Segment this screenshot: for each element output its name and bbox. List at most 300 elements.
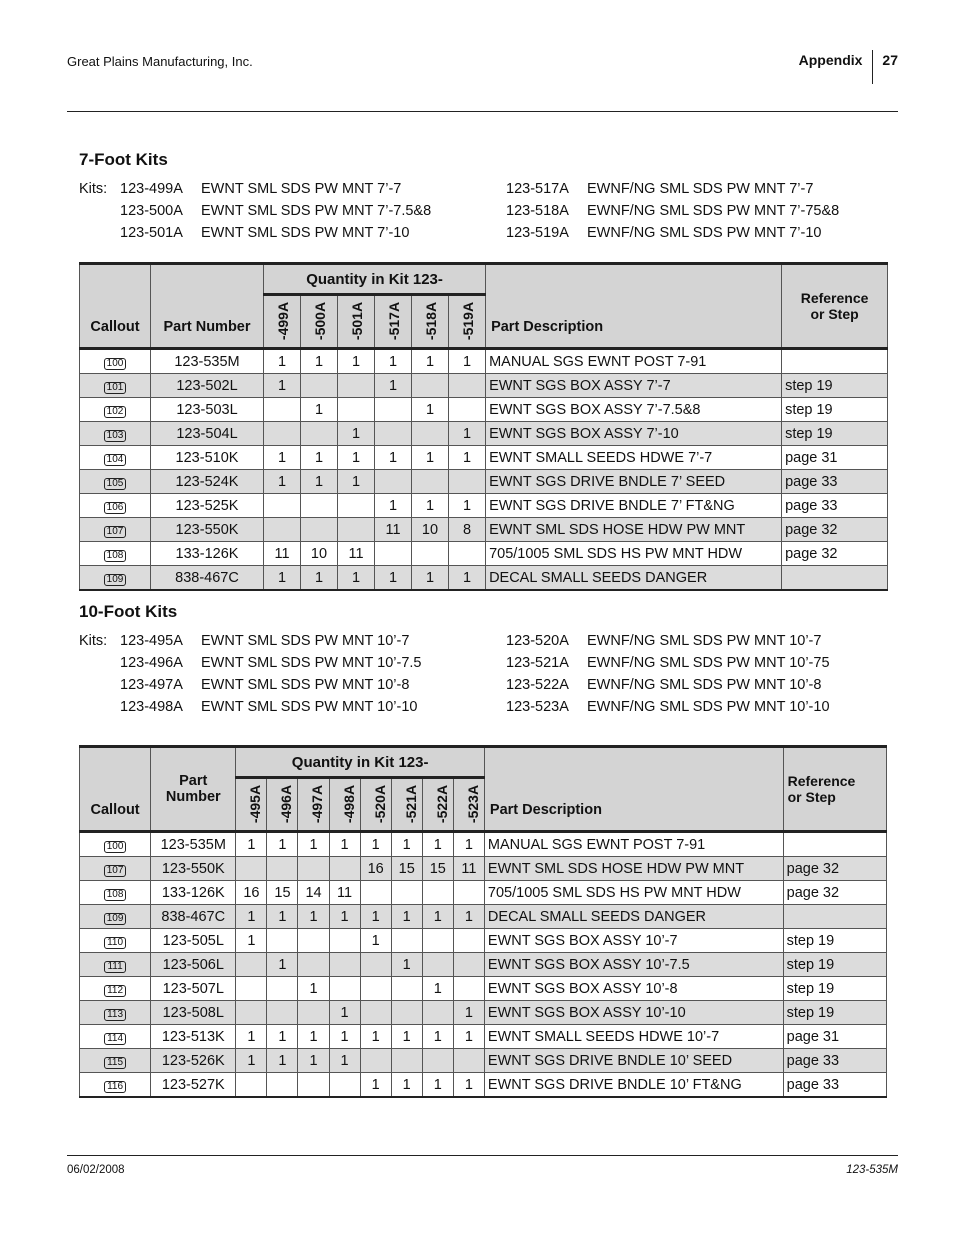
quantity-cell: 1: [236, 1049, 267, 1073]
col-header-kit: [375, 295, 412, 349]
kit-column-label: -523A: [464, 784, 481, 824]
callout-cell: [80, 566, 151, 591]
col-header-kit: [422, 778, 453, 832]
quantity-cell: 1: [236, 905, 267, 929]
callout-cell: [80, 857, 151, 881]
callout-number: 106: [104, 502, 127, 514]
kits-label: [79, 652, 120, 674]
footer-date: 06/02/2008: [67, 1164, 125, 1176]
kit-column-label: -497A: [309, 784, 326, 824]
quantity-cell: [375, 422, 412, 446]
kit-part-number: 123-499A: [120, 181, 183, 197]
company-name: Great Plains Manufacturing, Inc.: [67, 54, 253, 69]
footer-rule: [67, 1155, 898, 1156]
quantity-cell: 11: [264, 542, 301, 566]
part-number-cell: 123-505L: [151, 929, 236, 953]
reference-cell: step 19: [783, 953, 886, 977]
description-cell: DECAL SMALL SEEDS DANGER: [484, 905, 783, 929]
quantity-cell: [236, 977, 267, 1001]
part-label-line1: Part: [179, 773, 208, 789]
callout-cell: [80, 953, 151, 977]
kit-description: EWNT SML SDS PW MNT 10’-7: [201, 633, 410, 649]
quantity-cell: 1: [298, 977, 329, 1001]
quantity-cell: [453, 881, 484, 905]
quantity-cell: 1: [360, 905, 391, 929]
quantity-cell: 1: [412, 566, 449, 591]
quantity-cell: [267, 977, 298, 1001]
description-cell: EWNT SGS BOX ASSY 7’-10: [486, 422, 782, 446]
quantity-cell: 1: [391, 1025, 422, 1049]
quantity-cell: [375, 542, 412, 566]
description-cell: 705/1005 SML SDS HS PW MNT HDW: [484, 881, 783, 905]
kit-part-number: 123-520A: [506, 633, 569, 649]
quantity-cell: [267, 929, 298, 953]
col-header-kit: [236, 778, 267, 832]
quantity-cell: [391, 977, 422, 1001]
col-header-kit: [264, 295, 301, 349]
reference-cell: page 32: [782, 518, 888, 542]
quantity-cell: 1: [412, 446, 449, 470]
quantity-cell: [449, 398, 486, 422]
quantity-cell: 1: [422, 832, 453, 857]
table-row: [80, 349, 888, 374]
table-row: [80, 1073, 887, 1098]
footer-doc-number: 123-535M: [846, 1164, 898, 1176]
quantity-cell: [391, 881, 422, 905]
callout-number: 110: [104, 937, 126, 949]
quantity-cell: 1: [301, 566, 338, 591]
reference-cell: page 33: [783, 1049, 886, 1073]
description-cell: EWNT SGS BOX ASSY 7’-7: [486, 374, 782, 398]
col-header-description: Part Description: [486, 264, 782, 349]
kit-column-label: -495A: [247, 784, 264, 824]
quantity-cell: 1: [301, 398, 338, 422]
callout-cell: [80, 349, 151, 374]
quantity-cell: 16: [236, 881, 267, 905]
col-header-callout: Callout: [80, 747, 151, 832]
quantity-cell: [338, 518, 375, 542]
col-header-part-number: Part Number: [151, 264, 264, 349]
table-row: [80, 1001, 887, 1025]
part-number-cell: 123-510K: [151, 446, 264, 470]
quantity-cell: [391, 1001, 422, 1025]
col-header-kit: [267, 778, 298, 832]
quantity-cell: [422, 1049, 453, 1073]
quantity-cell: [329, 953, 360, 977]
reference-cell: [783, 905, 886, 929]
callout-number: 111: [104, 961, 125, 973]
quantity-cell: [360, 1001, 391, 1025]
part-number-cell: 123-526K: [151, 1049, 236, 1073]
reference-cell: page 32: [783, 881, 886, 905]
quantity-cell: 1: [449, 446, 486, 470]
kit-description: EWNF/NG SML SDS PW MNT 10’-8: [587, 677, 822, 693]
quantity-cell: 11: [453, 857, 484, 881]
quantity-cell: [236, 953, 267, 977]
quantity-cell: [301, 494, 338, 518]
quantity-cell: 1: [338, 566, 375, 591]
table-row: [80, 518, 888, 542]
kit-description: EWNT SML SDS PW MNT 7’-10: [201, 225, 410, 241]
description-cell: EWNT SGS BOX ASSY 10’-7.5: [484, 953, 783, 977]
description-cell: EWNT SGS DRIVE BNDLE 7’ SEED: [486, 470, 782, 494]
col-header-kit: [329, 778, 360, 832]
quantity-cell: 11: [375, 518, 412, 542]
quantity-cell: [298, 1073, 329, 1098]
quantity-cell: [412, 542, 449, 566]
quantity-cell: 1: [422, 1025, 453, 1049]
page-header-right: [799, 52, 898, 84]
col-header-callout: Callout: [80, 264, 151, 349]
quantity-cell: 1: [329, 1049, 360, 1073]
quantity-cell: [391, 1049, 422, 1073]
kit-row: [79, 696, 830, 718]
quantity-cell: [264, 422, 301, 446]
reference-cell: page 33: [782, 494, 888, 518]
callout-number: 107: [104, 865, 127, 877]
callout-cell: [80, 1049, 151, 1073]
parts-table-10ft: [79, 745, 887, 1098]
quantity-cell: [301, 374, 338, 398]
kit-row: [79, 178, 839, 200]
quantity-cell: 1: [453, 1073, 484, 1098]
quantity-cell: 1: [412, 398, 449, 422]
kits-label: [79, 696, 120, 718]
reference-cell: page 33: [783, 1073, 886, 1098]
quantity-cell: 1: [360, 832, 391, 857]
quantity-cell: [236, 857, 267, 881]
kits-label: [79, 222, 120, 244]
quantity-cell: 1: [264, 374, 301, 398]
quantity-cell: 1: [236, 1025, 267, 1049]
quantity-cell: 1: [329, 1001, 360, 1025]
callout-number: 113: [104, 1009, 126, 1021]
quantity-cell: 15: [267, 881, 298, 905]
callout-number: 114: [104, 1033, 126, 1045]
col-header-kit: [449, 295, 486, 349]
quantity-cell: 10: [412, 518, 449, 542]
part-number-cell: 838-467C: [151, 905, 236, 929]
quantity-cell: [449, 470, 486, 494]
quantity-cell: 1: [449, 422, 486, 446]
quantity-cell: [453, 929, 484, 953]
quantity-cell: [301, 518, 338, 542]
quantity-cell: 1: [329, 832, 360, 857]
kits-label: [79, 200, 120, 222]
kit-column-label: -496A: [278, 784, 295, 824]
quantity-cell: [236, 1073, 267, 1098]
quantity-cell: 1: [422, 977, 453, 1001]
col-header-reference: [782, 264, 888, 349]
part-number-cell: 838-467C: [151, 566, 264, 591]
callout-number: 116: [104, 1081, 126, 1093]
callout-number: 109: [104, 574, 127, 586]
quantity-cell: 15: [391, 857, 422, 881]
quantity-cell: 1: [391, 953, 422, 977]
reference-cell: step 19: [782, 398, 888, 422]
part-number-cell: 123-550K: [151, 857, 236, 881]
quantity-cell: 1: [329, 905, 360, 929]
kit-column-label: -522A: [433, 784, 450, 824]
callout-cell: [80, 977, 151, 1001]
table-row: [80, 832, 887, 857]
callout-cell: [80, 542, 151, 566]
quantity-cell: 1: [267, 1025, 298, 1049]
description-cell: EWNT SMALL SEEDS HDWE 7’-7: [486, 446, 782, 470]
part-number-cell: 123-503L: [151, 398, 264, 422]
kit-description: EWNT SML SDS PW MNT 10’-8: [201, 677, 410, 693]
reference-cell: page 32: [782, 542, 888, 566]
callout-cell: [80, 905, 151, 929]
kit-list-10ft: [79, 630, 830, 718]
description-cell: EWNT SGS BOX ASSY 10’-7: [484, 929, 783, 953]
quantity-cell: [453, 953, 484, 977]
col-header-description: Part Description: [484, 747, 783, 832]
kit-description: EWNT SML SDS PW MNT 7’-7: [201, 181, 402, 197]
quantity-cell: [449, 374, 486, 398]
col-header-kit: [412, 295, 449, 349]
quantity-cell: [298, 929, 329, 953]
callout-cell: [80, 374, 151, 398]
quantity-cell: 1: [360, 929, 391, 953]
kit-row: [79, 674, 830, 696]
col-header-kit: [301, 295, 338, 349]
table-row: [80, 953, 887, 977]
quantity-cell: 1: [298, 1049, 329, 1073]
reference-cell: step 19: [783, 1001, 886, 1025]
quantity-cell: [412, 422, 449, 446]
part-number-cell: 123-508L: [151, 1001, 236, 1025]
quantity-cell: 1: [267, 832, 298, 857]
callout-number: 100: [104, 358, 127, 370]
kit-row: [79, 630, 830, 652]
ref-label-line2: or Step: [787, 789, 836, 805]
callout-number: 108: [104, 889, 127, 901]
quantity-cell: [298, 1001, 329, 1025]
quantity-cell: [264, 398, 301, 422]
quantity-cell: 8: [449, 518, 486, 542]
section-title-7ft: 7-Foot Kits: [79, 150, 168, 169]
description-cell: EWNT SML SDS HOSE HDW PW MNT: [486, 518, 782, 542]
reference-cell: step 19: [782, 374, 888, 398]
reference-cell: [782, 566, 888, 591]
part-number-cell: 123-504L: [151, 422, 264, 446]
reference-cell: page 31: [783, 1025, 886, 1049]
callout-number: 107: [104, 526, 127, 538]
quantity-cell: 10: [301, 542, 338, 566]
callout-number: 109: [104, 913, 127, 925]
quantity-cell: 1: [301, 470, 338, 494]
quantity-cell: [338, 374, 375, 398]
reference-cell: [782, 349, 888, 374]
col-header-kit: [360, 778, 391, 832]
ref-label-line1: Reference: [800, 290, 869, 306]
kit-column-label: -520A: [371, 784, 388, 824]
part-label-line2: Number: [165, 789, 221, 805]
quantity-cell: [264, 518, 301, 542]
callout-number: 102: [104, 406, 127, 418]
description-cell: EWNT SGS BOX ASSY 10’-8: [484, 977, 783, 1001]
quantity-cell: 1: [264, 566, 301, 591]
quantity-cell: 1: [360, 1025, 391, 1049]
description-cell: DECAL SMALL SEEDS DANGER: [486, 566, 782, 591]
quantity-cell: [375, 398, 412, 422]
quantity-cell: 1: [453, 905, 484, 929]
kit-column-label: -519A: [460, 301, 477, 341]
table-row: [80, 566, 888, 591]
kit-column-label: -499A: [275, 301, 292, 341]
kit-description: EWNT SML SDS PW MNT 10’-10: [201, 699, 418, 715]
table-row: [80, 470, 888, 494]
kit-row: [79, 652, 830, 674]
quantity-cell: 1: [264, 470, 301, 494]
callout-cell: [80, 832, 151, 857]
reference-cell: step 19: [783, 977, 886, 1001]
table-row: [80, 977, 887, 1001]
callout-number: 108: [104, 550, 127, 562]
quantity-cell: 11: [338, 542, 375, 566]
part-number-cell: 123-506L: [151, 953, 236, 977]
quantity-cell: [264, 494, 301, 518]
table-row: [80, 542, 888, 566]
kit-description: EWNT SML SDS PW MNT 7’-7.5&8: [201, 203, 432, 219]
quantity-cell: [449, 542, 486, 566]
quantity-cell: 1: [236, 929, 267, 953]
section-title-10ft: 10-Foot Kits: [79, 602, 178, 621]
quantity-cell: [267, 1073, 298, 1098]
quantity-cell: 1: [422, 1073, 453, 1098]
description-cell: EWNT SML SDS HOSE HDW PW MNT: [484, 857, 783, 881]
quantity-cell: [329, 1073, 360, 1098]
kit-column-label: -517A: [386, 301, 403, 341]
kit-column-label: -500A: [312, 301, 329, 341]
kit-part-number: 123-498A: [120, 699, 183, 715]
kit-part-number: 123-517A: [506, 181, 569, 197]
callout-cell: [80, 1073, 151, 1098]
quantity-cell: [422, 929, 453, 953]
quantity-cell: 1: [391, 832, 422, 857]
table-row: [80, 1049, 887, 1073]
kit-row: [79, 222, 839, 244]
callout-cell: [80, 494, 151, 518]
table-row: [80, 857, 887, 881]
callout-number: 103: [104, 430, 127, 442]
quantity-cell: [412, 374, 449, 398]
part-number-cell: 123-502L: [151, 374, 264, 398]
quantity-cell: [412, 470, 449, 494]
callout-number: 104: [104, 454, 127, 466]
quantity-cell: 1: [298, 1025, 329, 1049]
col-header-part-number: [151, 747, 236, 832]
callout-cell: [80, 470, 151, 494]
kit-description: EWNF/NG SML SDS PW MNT 7’-75&8: [587, 203, 840, 219]
quantity-cell: [422, 953, 453, 977]
kit-description: EWNF/NG SML SDS PW MNT 10’-75: [587, 655, 830, 671]
kit-part-number: 123-523A: [506, 699, 569, 715]
reference-cell: [783, 832, 886, 857]
kit-part-number: 123-518A: [506, 203, 569, 219]
quantity-cell: 1: [329, 1025, 360, 1049]
description-cell: EWNT SGS DRIVE BNDLE 10’ FT&NG: [484, 1073, 783, 1098]
quantity-cell: [360, 953, 391, 977]
quantity-cell: [298, 857, 329, 881]
quantity-cell: 1: [267, 953, 298, 977]
kit-description: EWNF/NG SML SDS PW MNT 10’-7: [587, 633, 822, 649]
kit-column-label: -498A: [340, 784, 357, 824]
part-number-cell: 123-527K: [151, 1073, 236, 1098]
col-header-kit: [338, 295, 375, 349]
quantity-cell: 1: [267, 905, 298, 929]
callout-cell: [80, 929, 151, 953]
kit-part-number: 123-496A: [120, 655, 183, 671]
description-cell: EWNT SGS DRIVE BNDLE 10’ SEED: [484, 1049, 783, 1073]
description-cell: EWNT SMALL SEEDS HDWE 10’-7: [484, 1025, 783, 1049]
description-cell: MANUAL SGS EWNT POST 7-91: [486, 349, 782, 374]
reference-cell: page 32: [783, 857, 886, 881]
quantity-cell: 1: [391, 905, 422, 929]
quantity-cell: 11: [329, 881, 360, 905]
quantity-cell: [267, 857, 298, 881]
part-number-cell: 133-126K: [151, 881, 236, 905]
table-row: [80, 881, 887, 905]
kit-row: [79, 200, 839, 222]
part-number-cell: 123-513K: [151, 1025, 236, 1049]
parts-table-7ft: [79, 262, 888, 591]
quantity-cell: 1: [449, 566, 486, 591]
quantity-cell: 1: [422, 905, 453, 929]
kit-description: EWNF/NG SML SDS PW MNT 7’-10: [587, 225, 822, 241]
table-row: [80, 905, 887, 929]
quantity-cell: 1: [449, 349, 486, 374]
quantity-cell: [422, 881, 453, 905]
quantity-cell: 1: [338, 446, 375, 470]
page-number: 27: [882, 52, 898, 68]
kit-part-number: 123-521A: [506, 655, 569, 671]
kit-part-number: 123-495A: [120, 633, 183, 649]
callout-number: 112: [104, 985, 126, 997]
quantity-cell: [453, 977, 484, 1001]
quantity-cell: 1: [338, 422, 375, 446]
kits-label: Kits:: [79, 633, 108, 649]
description-cell: 705/1005 SML SDS HS PW MNT HDW: [486, 542, 782, 566]
quantity-cell: 1: [375, 566, 412, 591]
callout-number: 105: [104, 478, 127, 490]
quantity-cell: 1: [301, 349, 338, 374]
table-row: [80, 446, 888, 470]
description-cell: EWNT SGS BOX ASSY 7’-7.5&8: [486, 398, 782, 422]
reference-cell: step 19: [783, 929, 886, 953]
callout-cell: [80, 422, 151, 446]
quantity-cell: [360, 881, 391, 905]
header-rule: [67, 111, 898, 112]
quantity-cell: 1: [338, 470, 375, 494]
kit-description: EWNF/NG SML SDS PW MNT 10’-10: [587, 699, 830, 715]
section-name: Appendix: [798, 52, 863, 68]
quantity-cell: 14: [298, 881, 329, 905]
callout-number: 100: [104, 841, 127, 853]
kits-label: [79, 674, 120, 696]
quantity-cell: 1: [360, 1073, 391, 1098]
quantity-cell: [391, 929, 422, 953]
kit-column-label: -501A: [349, 301, 366, 341]
kit-part-number: 123-519A: [506, 225, 569, 241]
quantity-cell: 1: [412, 494, 449, 518]
kit-column-label: -518A: [423, 301, 440, 341]
quantity-cell: 1: [375, 374, 412, 398]
quantity-cell: [360, 1049, 391, 1073]
quantity-cell: 1: [236, 832, 267, 857]
callout-cell: [80, 881, 151, 905]
